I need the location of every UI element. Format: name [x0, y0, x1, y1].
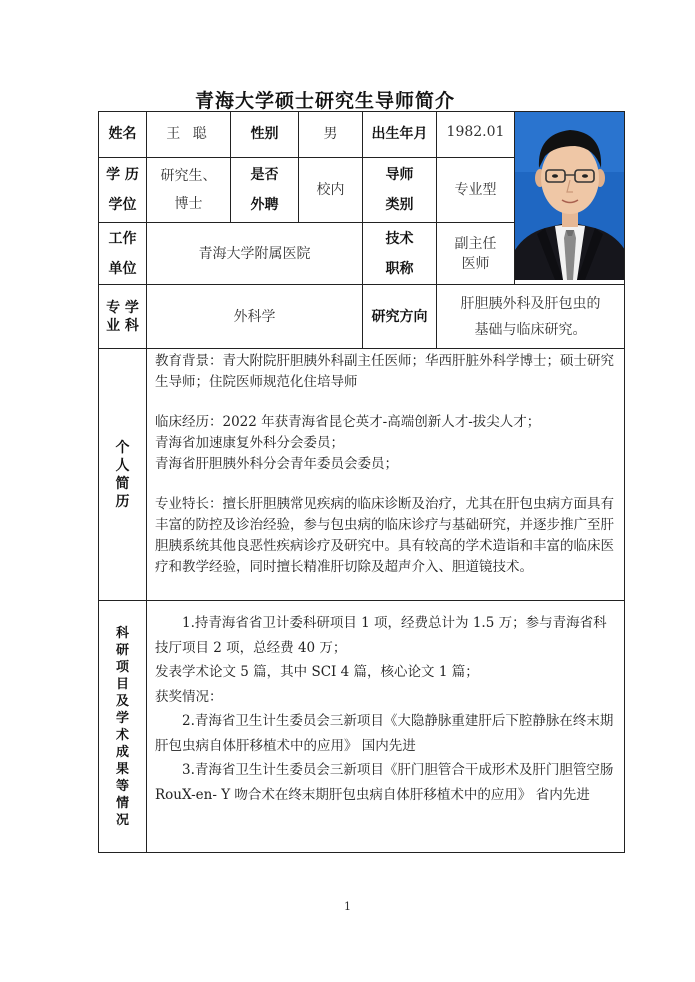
projects-content [147, 601, 625, 853]
research-value-line1: 肝胆胰外科及肝包虫的 [460, 295, 601, 312]
work-unit-label-line2: 单位 [108, 260, 137, 277]
work-unit-label-line1: 工作 [108, 230, 137, 247]
major-label-line2: 业 科 [106, 317, 139, 334]
resume-clinical-line2: 青海省加速康复外科分会委员； [155, 435, 344, 451]
gender-label: 性别 [231, 112, 299, 158]
mentor-type-label-line2: 类别 [385, 196, 414, 213]
project-item-1: 1.持青海省省卫计委科研项目 1 项，经费总计为 1.5 万；参与青海省科技厅项目 2 项，总经费 40 万； [155, 615, 607, 656]
resume-content [147, 349, 625, 601]
external-label-line2: 外聘 [250, 196, 279, 213]
page-title: 青海大学硕士研究生导师简介 [194, 90, 455, 112]
resume-education: 教育背景：青大附院肝胆胰外科副主任医师；华西肝脏外科学博士；硕士研究生导师；住院医师规范化住培导师 [155, 353, 614, 390]
education-label-line2: 学位 [108, 196, 137, 213]
work-unit-label [99, 223, 147, 285]
tech-title-label-line1: 技术 [385, 230, 414, 247]
resume-clinical-line1: 临床经历：2022 年获青海省昆仑英才-高端创新人才-拔尖人才； [155, 414, 541, 430]
education-value [147, 157, 231, 223]
birth-value: 1982.01 [437, 112, 515, 158]
tech-title-value [437, 223, 515, 285]
major-value: 外科学 [147, 285, 363, 349]
education-value-line1: 研究生、 [160, 167, 217, 184]
profile-table [98, 111, 625, 853]
resume-label-cell [99, 349, 147, 601]
name-value: 王 聪 [147, 112, 231, 158]
education-value-line2: 博士 [174, 195, 203, 212]
mentor-type-label-line1: 导师 [385, 166, 414, 183]
research-label: 研究方向 [363, 285, 437, 349]
page-number: 1 [344, 900, 351, 913]
major-label-line1: 专 学 [106, 299, 139, 316]
resume-specialty: 专业特长：擅长肝胆胰常见疾病的临床诊断及治疗，尤其在肝包虫病方面具有丰富的防控及诊治经验，参与包虫病的临床诊疗与基础研究，并逐步推广至肝胆胰系统其他良恶性疾病诊疗及研究中。具有较高的学术造诣和丰富的临床医疗和教学经验，同时擅长精准肝切除及超声介入、胆道镜技术。 [155, 496, 614, 575]
tech-title-label [363, 223, 437, 285]
portrait-image [515, 112, 625, 280]
resume-clinical-line3: 青海省肝胆胰外科分会青年委员会委员； [155, 456, 398, 472]
resume-label: 个人简历 [115, 439, 130, 510]
project-item-2: 2.青海省卫生计生委员会三新项目《大隐静脉重建肝后下腔静脉在终末期肝包虫病自体肝移植术中的应用》 国内先进 [155, 713, 614, 754]
tech-title-value-line2: 医师 [461, 255, 490, 272]
education-label [99, 157, 147, 223]
gender-value: 男 [299, 112, 363, 158]
work-unit-value: 青海大学附属医院 [147, 223, 363, 285]
tech-title-value-line1: 副主任 [454, 235, 497, 252]
research-value [437, 285, 625, 349]
external-label-line1: 是否 [250, 166, 279, 183]
portrait-photo [515, 112, 625, 285]
research-value-line2: 基础与临床研究。 [474, 321, 587, 338]
major-label [99, 285, 147, 349]
mentor-type-value: 专业型 [437, 157, 515, 223]
birth-label: 出生年月 [363, 112, 437, 158]
project-item-3: 3.青海省卫生计生委员会三新项目《肝门胆管合干成形术及肝门胆管空肠 RouX-en- Y 吻合术在终末期肝包虫病自体肝移植术中的应用》 省内先进 [155, 762, 614, 803]
projects-label-cell [99, 601, 147, 853]
projects-label: 科研项目及学术成果等情况 [115, 625, 129, 828]
education-label-line1: 学 历 [106, 166, 139, 183]
external-label [231, 157, 299, 223]
name-label: 姓名 [99, 112, 147, 158]
external-value: 校内 [299, 157, 363, 223]
project-papers: 发表学术论文 5 篇，其中 SCI 4 篇，核心论文 1 篇； [155, 664, 479, 680]
project-awards-heading: 获奖情况： [155, 688, 223, 705]
tech-title-label-line2: 职称 [385, 260, 414, 277]
mentor-type-label [363, 157, 437, 223]
